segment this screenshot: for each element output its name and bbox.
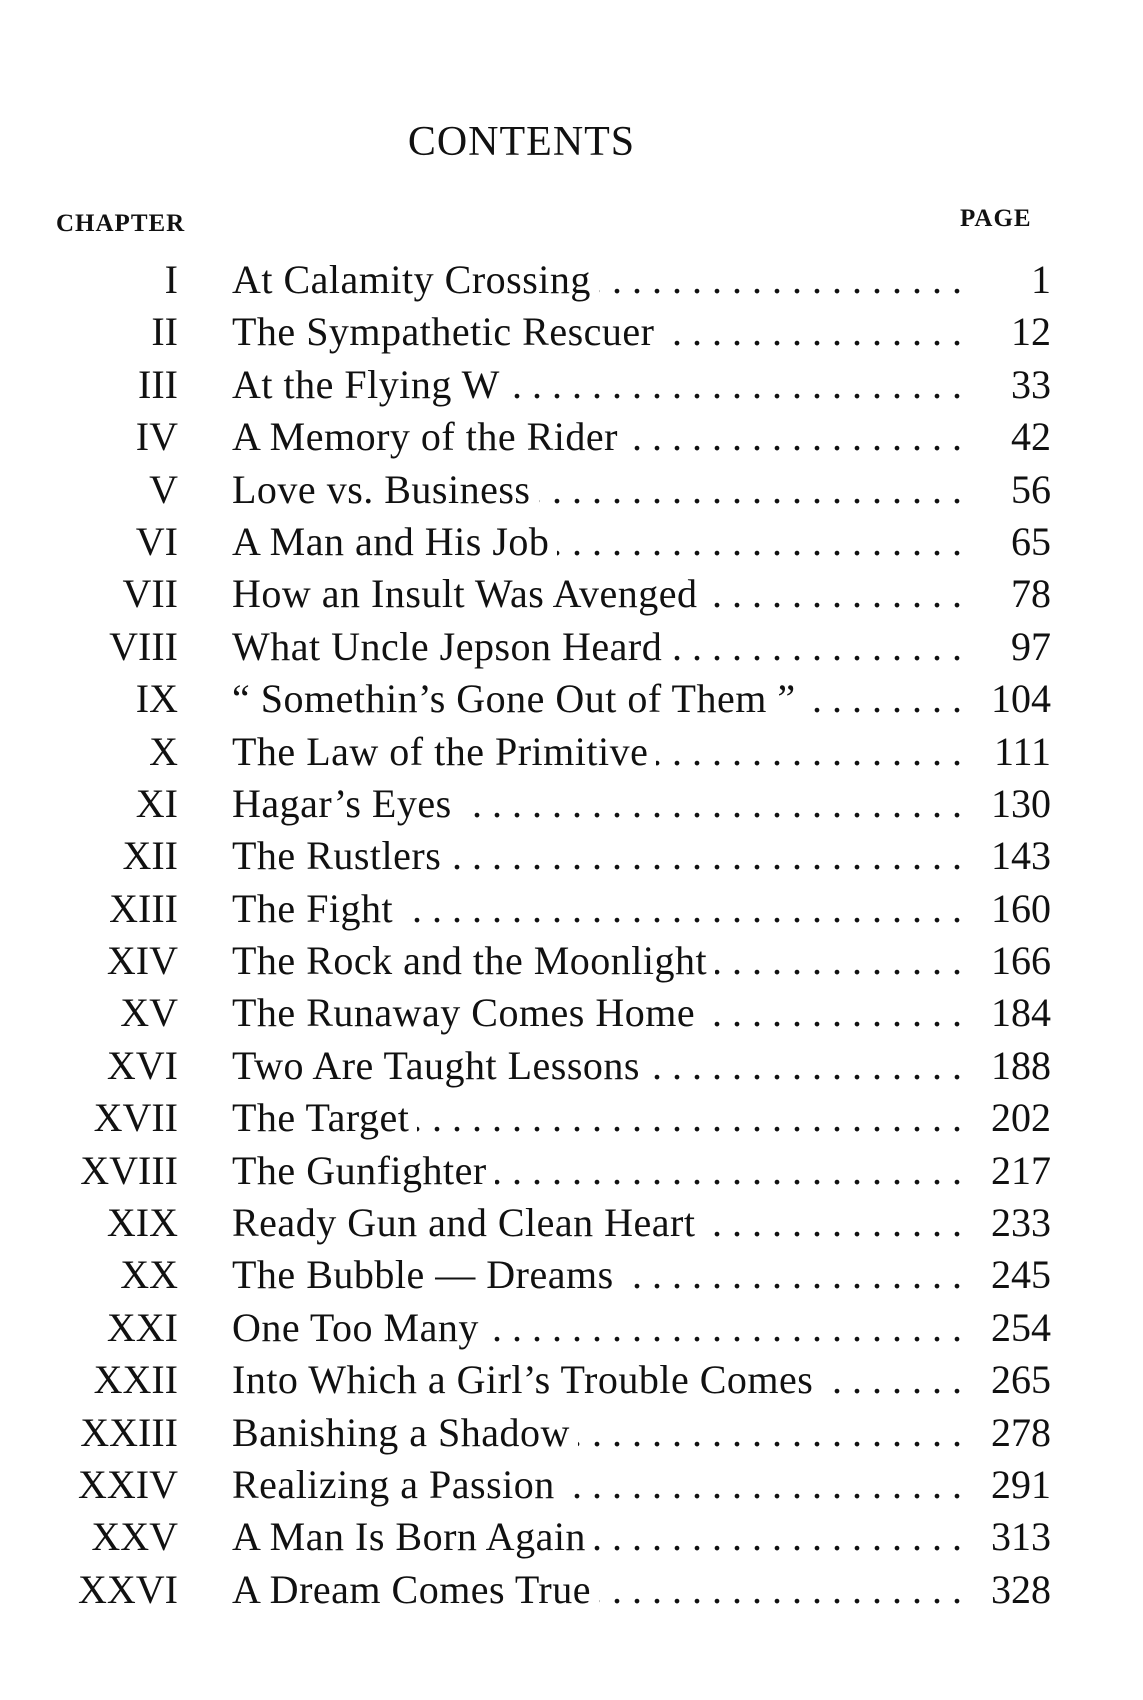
page-number: 254 xyxy=(983,1302,1051,1354)
toc-entry[interactable] xyxy=(0,1040,1143,1092)
chapter-title: The Bubble — Dreams xyxy=(232,1252,622,1297)
chapter-number: I xyxy=(164,257,178,302)
chapter-title: How an Insult Was Avenged xyxy=(232,571,706,616)
chapter-title: The Rock and the Moonlight xyxy=(232,938,715,983)
chapter-number: XII xyxy=(122,833,178,879)
chapter-number: XXI xyxy=(106,1304,178,1350)
toc-entry[interactable] xyxy=(0,1092,1143,1144)
toc-entry[interactable] xyxy=(0,1564,1143,1616)
page-number: 313 xyxy=(983,1511,1051,1563)
toc-entry[interactable] xyxy=(0,726,1143,778)
chapter-title: One Too Many xyxy=(232,1305,487,1350)
page-number: 278 xyxy=(983,1407,1051,1459)
toc-entry[interactable] xyxy=(0,1249,1143,1301)
page-number: 328 xyxy=(983,1564,1051,1616)
chapter-title: The Runaway Comes Home xyxy=(232,990,703,1035)
chapter-title: At the Flying W xyxy=(232,362,508,407)
chapter-number: XI xyxy=(135,780,178,826)
chapter-title: A Memory of the Rider xyxy=(232,414,626,459)
page-number: 12 xyxy=(1003,306,1051,358)
chapter-title: The Rustlers xyxy=(232,833,449,878)
toc-entry[interactable] xyxy=(0,1145,1143,1197)
chapter-title: Two Are Taught Lessons xyxy=(232,1043,648,1088)
chapter-number: II xyxy=(151,309,178,355)
toc-entry[interactable] xyxy=(0,1354,1143,1406)
chapter-title: The Gunfighter xyxy=(232,1148,495,1193)
chapter-number: VIII xyxy=(109,623,178,669)
chapter-number: VII xyxy=(122,571,178,617)
page-number: 265 xyxy=(983,1354,1051,1406)
chapter-title: The Fight xyxy=(232,886,401,931)
toc-entry[interactable] xyxy=(0,883,1143,935)
chapter-number: IV xyxy=(135,414,178,460)
table-of-contents xyxy=(0,254,1143,1616)
chapter-column-header: CHAPTER xyxy=(56,210,186,237)
chapter-title: At Calamity Crossing xyxy=(232,257,599,302)
toc-entry[interactable] xyxy=(0,935,1143,987)
chapter-title: Hagar’s Eyes xyxy=(232,781,460,826)
toc-entry[interactable] xyxy=(0,830,1143,882)
toc-entry[interactable] xyxy=(0,568,1143,620)
page-number: 78 xyxy=(1003,568,1051,620)
chapter-number: XXV xyxy=(91,1514,178,1560)
page-number: 111 xyxy=(986,726,1051,778)
page-number: 56 xyxy=(1003,464,1051,516)
chapter-number: VI xyxy=(135,518,178,564)
toc-entry[interactable] xyxy=(0,1302,1143,1354)
toc-entry[interactable] xyxy=(0,464,1143,516)
page-number: 166 xyxy=(983,935,1051,987)
chapter-title: A Man and His Job xyxy=(232,519,557,564)
chapter-number: XVIII xyxy=(80,1147,178,1193)
chapter-title: Realizing a Passion xyxy=(232,1462,563,1507)
page-number: 104 xyxy=(983,673,1051,725)
chapter-title: Love vs. Business xyxy=(232,467,539,512)
chapter-title: “ Somethin’s Gone Out of Them ” xyxy=(232,676,804,721)
chapter-number: XV xyxy=(120,990,178,1036)
page-number: 160 xyxy=(983,883,1051,935)
chapter-number: X xyxy=(149,728,178,774)
page-number: 188 xyxy=(983,1040,1051,1092)
toc-entry[interactable] xyxy=(0,1197,1143,1249)
page-number: 97 xyxy=(1003,621,1051,673)
page-number: 33 xyxy=(1003,359,1051,411)
page-number: 1 xyxy=(1023,254,1051,306)
toc-entry[interactable] xyxy=(0,621,1143,673)
page-number: 130 xyxy=(983,778,1051,830)
toc-entry[interactable] xyxy=(0,1407,1143,1459)
page-number: 143 xyxy=(983,830,1051,882)
chapter-number: XXIII xyxy=(80,1409,178,1455)
toc-entry[interactable] xyxy=(0,1459,1143,1511)
chapter-title: What Uncle Jepson Heard xyxy=(232,624,670,669)
chapter-title: A Dream Comes True xyxy=(232,1567,599,1612)
chapter-number: XVII xyxy=(93,1095,178,1141)
chapter-number: XIII xyxy=(109,885,178,931)
chapter-number: XXVI xyxy=(78,1566,178,1612)
toc-entry[interactable] xyxy=(0,516,1143,568)
chapter-number: V xyxy=(149,466,178,512)
page-number: 245 xyxy=(983,1249,1051,1301)
toc-entry[interactable] xyxy=(0,673,1143,725)
chapter-title: Banishing a Shadow xyxy=(232,1410,578,1455)
chapter-title: The Law of the Primitive xyxy=(232,729,656,774)
chapter-number: XIV xyxy=(106,938,178,984)
page-number: 184 xyxy=(983,987,1051,1039)
chapter-number: XVI xyxy=(106,1042,178,1088)
chapter-title: The Sympathetic Rescuer xyxy=(232,309,662,354)
chapter-number: IX xyxy=(135,676,178,722)
page-number: 291 xyxy=(983,1459,1051,1511)
toc-entry[interactable] xyxy=(0,1511,1143,1563)
chapter-number: XX xyxy=(120,1252,178,1298)
chapter-title: A Man Is Born Again xyxy=(232,1514,594,1559)
toc-entry[interactable] xyxy=(0,778,1143,830)
chapter-number: XIX xyxy=(106,1200,178,1246)
page-number: 65 xyxy=(1003,516,1051,568)
toc-entry[interactable] xyxy=(0,254,1143,306)
page-number: 217 xyxy=(983,1145,1051,1197)
chapter-title: Ready Gun and Clean Heart xyxy=(232,1200,703,1245)
toc-entry[interactable] xyxy=(0,987,1143,1039)
toc-entry[interactable] xyxy=(0,359,1143,411)
chapter-number: III xyxy=(138,361,178,407)
chapter-title: The Target xyxy=(232,1095,417,1140)
page-column-header: PAGE xyxy=(960,205,1032,232)
page-number: 202 xyxy=(983,1092,1051,1144)
page-number: 42 xyxy=(1003,411,1051,463)
toc-entry[interactable] xyxy=(0,306,1143,358)
chapter-number: XXIV xyxy=(78,1461,178,1507)
page-number: 233 xyxy=(983,1197,1051,1249)
toc-entry[interactable] xyxy=(0,411,1143,463)
chapter-title: Into Which a Girl’s Trouble Comes xyxy=(232,1357,821,1402)
page-title: CONTENTS xyxy=(407,119,636,165)
chapter-number: XXII xyxy=(93,1357,178,1403)
